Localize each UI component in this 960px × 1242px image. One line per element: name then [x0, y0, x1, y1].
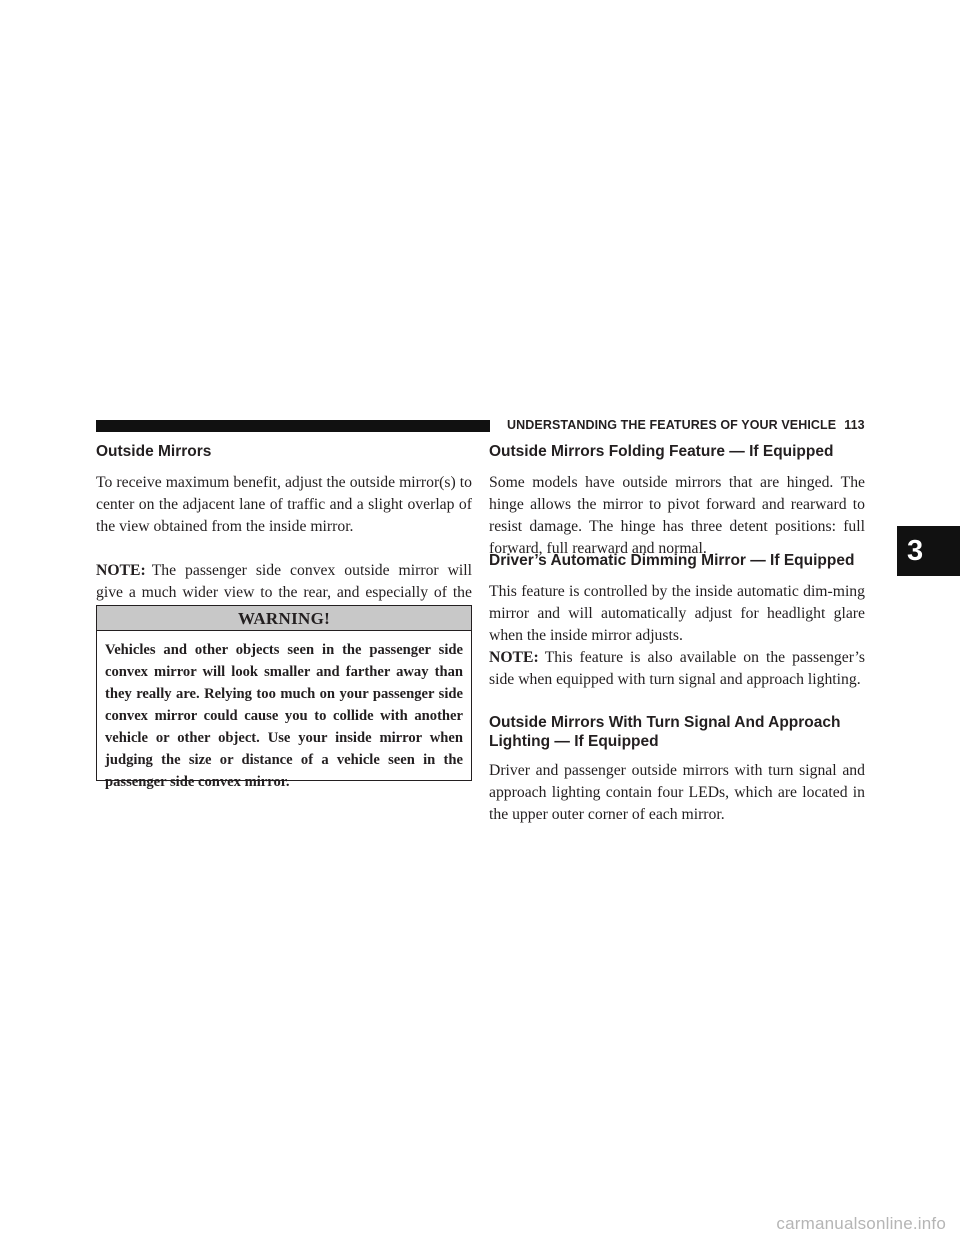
note-text: This feature is also available on the passenger’s side when equipped with turn signal and approach lighting. — [489, 649, 865, 688]
page-number: 113 — [844, 418, 865, 432]
note-text: The passenger side convex outside mirror will give a much wider view to the rear, and especially of the — [96, 562, 472, 601]
heading-turn-signal: Outside Mirrors With Turn Signal And Approach Lighting — If Equipped — [489, 714, 841, 750]
section-title: UNDERSTANDING THE FEATURES OF YOUR VEHICLE — [507, 418, 837, 432]
heading-auto-dimming: Driver’s Automatic Dimming Mirror — If Equipped — [489, 552, 855, 569]
paragraph-folding-feature: Some models have outside mirrors that are hinged. The hinge allows the mirror to pivot forward and rearward to resist damage. The hinge has three detent positions: full forward, full rearward and normal. — [489, 474, 865, 557]
watermark: carmanualsonline.info — [776, 1214, 946, 1233]
warning-title: WARNING! — [97, 606, 471, 631]
paragraph-adjust-mirrors: To receive maximum benefit, adjust the outside mirror(s) to center on the adjacent lane of traffic and a slight overlap of the view obtained from the inside mirror. — [96, 474, 472, 535]
note-label: NOTE: — [489, 649, 539, 666]
paragraph-auto-dimming: This feature is controlled by the inside automatic dim-ming mirror and will automatically adjust for headlight glare when the inside mirror adjusts. — [489, 583, 865, 644]
header-bar — [96, 420, 490, 432]
warning-box — [96, 605, 472, 790]
warning-text: Vehicles and other objects seen in the passenger side convex mirror will look smaller and farther away than they really are. Relying too much on your passenger side convex mirror could cause you to collide with another vehicle or other object. Use your inside mirror when judging the size or distance of a vehicle seen in the passenger side convex mirror. — [105, 642, 463, 790]
note-auto-dimming — [489, 647, 865, 691]
heading-folding-feature: Outside Mirrors Folding Feature — If Equipped — [489, 443, 834, 460]
paragraph-turn-signal: Driver and passenger outside mirrors with turn signal and approach lighting contain four LEDs, which are located in the upper outer corner of each mirror. — [489, 762, 865, 823]
running-header — [507, 418, 865, 432]
chapter-tab: 3 — [897, 526, 960, 576]
note-label: NOTE: — [96, 562, 146, 579]
heading-outside-mirrors: Outside Mirrors — [96, 443, 212, 460]
